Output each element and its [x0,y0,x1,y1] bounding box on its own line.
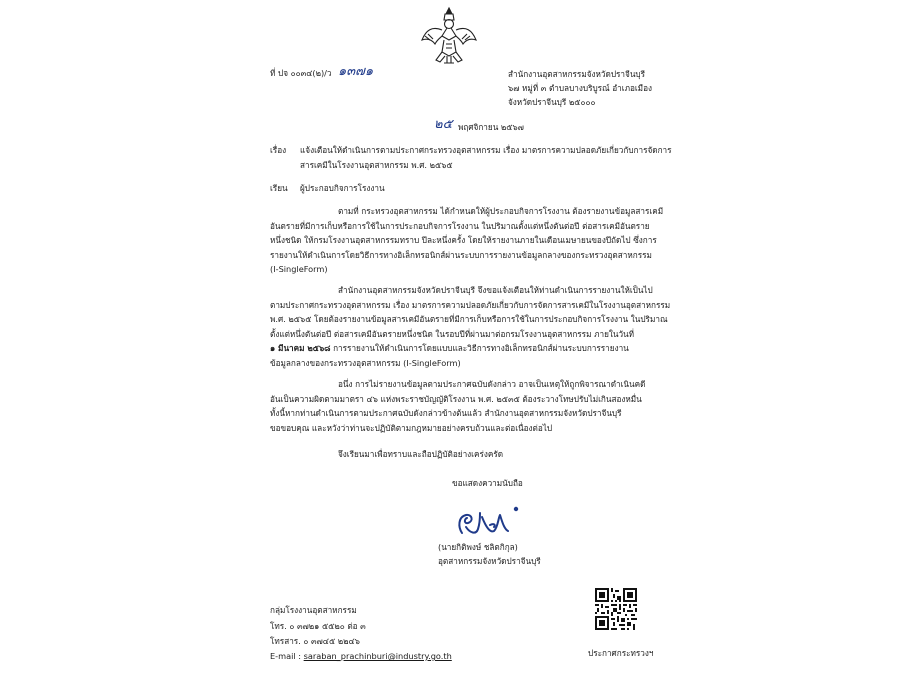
sender-line-1: สำนักงานอุตสาหกรรมจังหวัดปราจีนบุรี [508,69,646,79]
sender-line-2: ๖๗ หมู่ที่ ๓ ตำบลบางบริบูรณ์ อำเภอเมือง [508,83,652,93]
paragraph-2-line: ข้อมูลกลางของกระทรวงอุตสาหกรรม (I-SingleForm) [270,357,461,368]
qr-caption: ประกาศกระทรวงฯ [588,648,654,658]
subject-label: เรื่อง [270,145,287,155]
paragraph-2-line: สำนักงานอุตสาหกรรมจังหวัดปราจีนบุรี จึงขอแจ้งเตือนให้ท่านดำเนินการรายงานให้เป็นไป [338,285,653,295]
subject-line-1: แจ้งเตือนให้ดำเนินการตามประกาศกระทรวงอุตสาหกรรม เรื่อง มาตรการความปลอดภัยเกี่ยวกับการจัดการ [300,145,672,155]
deadline-date: ๑ มีนาคม ๒๕๖๘ [270,343,331,354]
signatory-position: อุตสาหกรรมจังหวัดปราจีนบุรี [438,556,541,566]
date-month-year: พฤศจิกายน ๒๕๖๗ [458,122,524,132]
paragraph-1-line: ตามที่ กระทรวงอุตสาหกรรม ได้กำหนดให้ผู้ประกอบกิจการโรงงาน ต้องรายงานข้อมูลสารเคมี [338,206,664,216]
paragraph-3 [270,377,645,435]
email-label: E-mail : [270,651,302,661]
paragraph-1 [270,204,663,277]
paragraph-2-line: พ.ศ. ๒๕๖๕ โดยต้องรายงานข้อมูลสารเคมีอันตรายที่มีการเก็บหรือการใช้ในการประกอบกิจการโรงงาน ในปริมาณ [270,314,668,325]
salutation-label: เรียน [270,183,288,193]
paragraph-1-line: (I-SingleForm) [270,264,328,275]
reference-number: ๑๓๗๑ [338,64,374,79]
paragraph-2 [270,283,670,371]
sender-line-3: จังหวัดปราจีนบุรี ๒๕๐๐๐ [508,97,596,107]
closing-phrase: ขอแสดงความนับถือ [452,478,523,488]
signatory-name: (นายกิติพงษ์ ชลิตกิกุล) [438,542,518,552]
paragraph-2-line: ตั้งแต่หนึ่งตันต่อปี ต่อสารเคมีอันตรายหนึ่งชนิด ในรอบปีที่ผ่านมาต่อกรมโรงงานอุตสาหกรรม ภายในวันที่ [270,328,635,339]
email-link[interactable]: saraban_prachinburi@industry.go.th [303,651,452,661]
paragraph-2-line: ตามประกาศกระทรวงอุตสาหกรรม เรื่อง มาตรการความปลอดภัยเกี่ยวกับการจัดการสารเคมีในโรงงานอุตสาหกรรม [270,299,671,310]
paragraph-3-line: อนึ่ง การไม่รายงานข้อมูลตามประกาศฉบับดังกล่าว อาจเป็นเหตุให้ถูกพิจารณาดำเนินคดี [338,379,646,389]
paragraph-3-line: อันเป็นความผิดตามมาตรา ๔๖ แห่งพระราชบัญญัติโรงงาน พ.ศ. ๒๕๓๕ ต้องระวางโทษปรับไม่เกินสองหมื่น [270,393,642,404]
subject-line-2: สารเคมีในโรงงานอุตสาหกรรม พ.ศ. ๒๕๖๕ [300,160,453,170]
garuda-emblem-icon [420,6,478,66]
salutation-text: ผู้ประกอบกิจการโรงงาน [300,183,385,193]
qr-code-icon[interactable] [595,588,637,630]
footer-phone: โทร. ๐ ๓๗๒๑ ๕๕๒๐ ต่อ ๓ [270,621,366,631]
paragraph-2-text: การรายงานให้ดำเนินการโดยแบบและวิธีการทางอิเล็กทรอนิกส์ผ่านระบบการรายงาน [333,343,629,354]
footer-department: กลุ่มโรงงานอุตสาหกรรม [270,605,357,615]
paragraph-1-line: รายงานให้ดำเนินการโดยวิธีการทางอิเล็กทรอนิกส์ผ่านระบบการรายงานข้อมูลกลางของกระทรวงอุตสาหกรรม [270,249,652,260]
handwritten-signature [452,503,522,539]
date-day: ๒๕ [434,117,453,132]
reference-prefix: ที่ ปจ ๐๐๓๔(๒)/ว [270,68,332,78]
paragraph-1-line: หนึ่งชนิด ให้กรมโรงงานอุตสาหกรรมทราบ ปีละหนึ่งครั้ง โดยให้รายงานภายในเดือนเมษายนของปีถัดไป ซึ่งการ [270,235,657,246]
paragraph-3-line: ทั้งนี้หากท่านดำเนินการตามประกาศฉบับดังกล่าวข้างต้นแล้ว สำนักงานอุตสาหกรรมจังหวัดปราจีนบุรี [270,408,622,419]
paragraph-1-line: อันตรายที่มีการเก็บหรือการใช้ในการประกอบกิจการโรงงาน ในปริมาณตั้งแต่หนึ่งตันต่อปี ต่อสารเคมีอันตราย [270,220,650,231]
closing-request: จึงเรียนมาเพื่อทราบและถือปฏิบัติอย่างเคร่งครัด [338,449,504,459]
paragraph-3-line: ขอขอบคุณ และหวังว่าท่านจะปฏิบัติตามกฎหมายอย่างครบถ้วนและต่อเนื่องต่อไป [270,422,553,433]
footer-fax: โทรสาร. ๐ ๓๗๔๕ ๒๒๔๖ [270,636,360,646]
paragraph-2-line [270,341,670,356]
footer-email-row [270,650,452,662]
